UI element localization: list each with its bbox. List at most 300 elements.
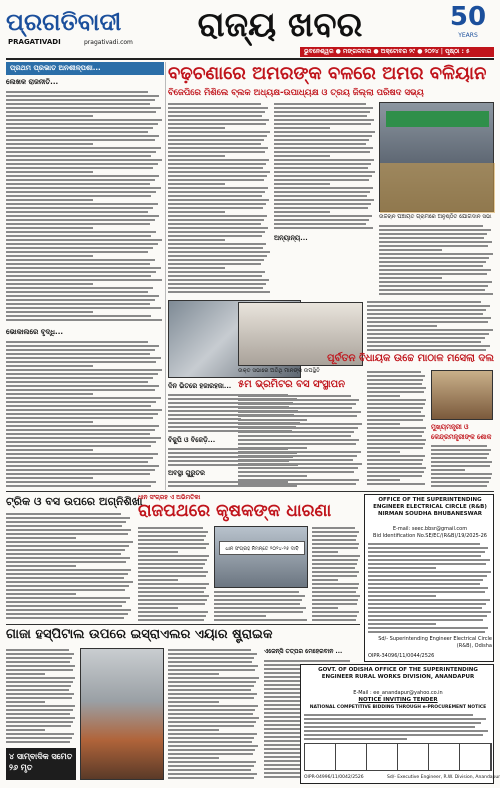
small-mid-subhead: ଏଜେନ୍ସି ତତ୍ପର ମେହେରବାନ ...: [264, 648, 343, 655]
text-line: [6, 709, 73, 711]
text-line: [6, 143, 93, 145]
text-line: [168, 255, 267, 257]
text-line: [379, 285, 488, 287]
left-subhead-1: ଲେଖକ ରାଜନୀତି...: [6, 78, 59, 86]
text-line: [6, 315, 151, 317]
text-line: [138, 611, 208, 613]
text-line: [6, 577, 124, 579]
text-line: [312, 611, 359, 613]
farmer-body-left: [138, 526, 210, 622]
text-line: [168, 697, 254, 699]
text-line: [168, 119, 269, 121]
text-line: [6, 617, 124, 619]
text-line: [238, 431, 354, 433]
text-line: [274, 123, 371, 125]
text-line: [367, 387, 426, 389]
mid-subhead-3: ବିଜୁପି ଓ ବିଜେଡ଼ି...: [168, 436, 216, 444]
text-line: [138, 547, 206, 549]
text-line: [6, 601, 126, 603]
text-line: [6, 537, 76, 539]
text-line: [379, 253, 493, 255]
text-line: [379, 241, 492, 243]
text-line: [168, 657, 254, 659]
text-line: [238, 423, 362, 425]
text-line: [238, 419, 307, 421]
text-line: [6, 425, 159, 427]
edition-line: ଭୁବନେଶ୍ୱର ● ମଙ୍ଗଳବାର ● ଅକ୍ଟୋବର ୨୯ ● ୨୦୨୪ | ପୃଷ୍ଠା : ୫: [304, 48, 470, 55]
text-line: [214, 599, 302, 601]
text-line: [168, 131, 270, 133]
text-line: [6, 131, 148, 133]
text-line: [238, 403, 356, 405]
text-line: [168, 243, 266, 245]
text-line: [168, 287, 263, 289]
text-line: [6, 255, 93, 257]
text-line: [367, 463, 422, 465]
text-line: [6, 361, 156, 363]
text-line: [6, 381, 148, 383]
text-line: [431, 457, 487, 459]
text-line: [6, 199, 93, 201]
text-line: [238, 427, 358, 429]
text-line: [312, 619, 356, 621]
text-line: [6, 697, 72, 699]
text-line: [214, 611, 303, 613]
lead-photo-caption: ଉଚ୍ଚଚାନ ପଞ୍ଚାୟତ ଗ୍ରାମରେ ଅନୁଷ୍ଠିତ ଯୋଗଦାନ ସଭା: [379, 214, 492, 220]
text-line: [368, 555, 481, 557]
text-line: [6, 203, 158, 205]
text-line: [312, 559, 358, 561]
text-line: [367, 475, 422, 477]
text-line: [168, 191, 265, 193]
text-line: [168, 211, 225, 213]
text-line: [6, 397, 161, 399]
text-line: [312, 595, 360, 597]
text-line: [274, 203, 371, 205]
left-body-1: [6, 90, 164, 325]
text-line: [274, 151, 370, 153]
text-line: [379, 293, 493, 295]
text-line: [379, 265, 483, 267]
text-line: [274, 119, 374, 121]
text-line: [367, 411, 421, 413]
text-line: [379, 245, 488, 247]
text-line: [6, 389, 155, 391]
text-line: [368, 587, 488, 589]
text-line: [368, 591, 485, 593]
gaza-headline: ଗାଜା ହସ୍ପିଟାଲ ଉପରେ ଇସ୍ରାଏଲର ଏୟାର ଷ୍ଟ୍ରାଇକ: [6, 627, 273, 642]
text-line: [6, 267, 161, 269]
text-line: [379, 277, 442, 279]
text-line: [6, 167, 153, 169]
text-line: [6, 433, 150, 435]
text-line: [367, 325, 437, 327]
text-line: [367, 439, 426, 441]
text-line: [6, 545, 129, 547]
lead-photo: [379, 102, 494, 212]
text-line: [6, 103, 150, 105]
text-line: [6, 521, 126, 523]
text-line: [168, 203, 266, 205]
text-line: [6, 665, 75, 667]
text-line: [238, 479, 359, 481]
text-line: [168, 259, 264, 261]
text-line: [6, 159, 162, 161]
text-line: [138, 531, 208, 533]
text-line: [6, 119, 162, 121]
text-line: [168, 757, 219, 759]
text-line: [168, 665, 258, 667]
edition-bar: [300, 47, 494, 57]
text-line: [138, 603, 205, 605]
text-line: [6, 187, 161, 189]
text-line: [168, 653, 257, 655]
text-line: [6, 653, 74, 655]
text-line: [6, 717, 75, 719]
text-line: [168, 661, 252, 663]
farmer-story: [138, 494, 360, 624]
text-line: [367, 455, 425, 457]
text-line: [274, 207, 368, 209]
tender-notice-rural-works: [300, 664, 500, 784]
text-line: [6, 259, 155, 261]
text-line: [431, 477, 491, 479]
anniversary-number: 50: [449, 2, 487, 32]
text-line: [6, 553, 121, 555]
text-line: [368, 595, 436, 597]
fire-headline: ଟ୍ରିକ ଓ ବସ ଉପରେ ଅଗ୍ନିଶିଖା: [6, 495, 143, 508]
text-line: [274, 115, 367, 117]
text-line: [238, 435, 351, 437]
text-line: [6, 517, 130, 519]
text-line: [138, 599, 207, 601]
text-line: [6, 357, 161, 359]
text-line: [368, 559, 490, 561]
text-line: [168, 219, 264, 221]
text-line: [274, 111, 370, 113]
text-line: [312, 583, 359, 585]
ad2-title: GOVT. OF ODISHA OFFICE OF THE SUPERINTENDING ENGINEER RURAL WORKS DIVISION, ANANDAPUR: [318, 667, 478, 680]
lead-photo-crowd: [380, 163, 495, 213]
text-line: [312, 535, 357, 537]
text-line: [168, 151, 265, 153]
text-line: [6, 151, 156, 153]
section-divider: [6, 491, 494, 492]
text-line: [168, 135, 267, 137]
text-line: [367, 333, 489, 335]
text-line: [431, 485, 487, 487]
text-line: [168, 765, 254, 767]
text-line: [6, 183, 150, 185]
ex-mla-body: [367, 370, 427, 488]
text-line: [368, 543, 480, 545]
text-line: [6, 111, 156, 113]
text-line: [274, 155, 330, 157]
text-line: [6, 279, 162, 281]
text-line: [138, 615, 206, 617]
text-line: [138, 535, 206, 537]
tender-notice-electrical: [364, 494, 494, 662]
text-line: [6, 693, 74, 695]
masthead: [0, 0, 500, 60]
left-body-2: [6, 340, 164, 488]
text-line: [168, 283, 266, 285]
text-line: [6, 473, 150, 475]
text-line: [168, 111, 265, 113]
farmer-body-mid: [214, 590, 308, 622]
text-line: [168, 733, 257, 735]
text-line: [138, 607, 178, 609]
text-line: [6, 373, 158, 375]
text-line: [138, 587, 206, 589]
fire-story: [6, 494, 143, 624]
text-line: [367, 459, 423, 461]
center-photo-story: [238, 302, 363, 487]
text-line: [6, 605, 122, 607]
text-line: [264, 660, 350, 662]
text-line: [274, 191, 370, 193]
text-line: [431, 453, 489, 455]
text-line: [168, 761, 256, 763]
text-line: [312, 615, 357, 617]
text-line: [304, 722, 481, 724]
text-line: [168, 263, 261, 265]
text-line: [312, 527, 355, 529]
text-line: [6, 457, 153, 459]
text-line: [368, 619, 483, 621]
gaza-subhead: ୪ ସାମ୍ବାଦିକ ସମେତ ୨୬ ମୃତ: [9, 752, 73, 772]
center-body: [238, 394, 363, 486]
text-line: [367, 431, 424, 433]
text-line: [6, 239, 162, 241]
text-line: [168, 279, 269, 281]
text-line: [6, 139, 155, 141]
section-divider: [6, 624, 360, 625]
text-line: [379, 249, 442, 251]
text-line: [6, 353, 150, 355]
text-line: [367, 471, 424, 473]
text-line: [367, 483, 425, 485]
text-line: [367, 329, 493, 331]
anniversary-logo: [440, 2, 496, 44]
text-line: [6, 307, 161, 309]
text-line: [168, 689, 251, 691]
text-line: [431, 465, 490, 467]
text-line: [6, 529, 131, 531]
text-line: [6, 453, 158, 455]
logo-text: ପ୍ରଗତିବାଦୀ: [6, 8, 122, 36]
text-line: [312, 543, 359, 545]
text-line: [168, 199, 269, 201]
text-line: [274, 183, 330, 185]
text-line: [6, 127, 153, 129]
text-line: [6, 275, 151, 277]
text-line: [367, 391, 424, 393]
text-line: [6, 291, 148, 293]
text-line: [168, 693, 257, 695]
farmer-photo: [214, 526, 308, 588]
text-line: [168, 207, 263, 209]
ex-mla-story: [327, 353, 494, 490]
text-line: [168, 769, 251, 771]
gaza-subhead-box: [6, 748, 76, 780]
text-line: [304, 726, 475, 728]
text-line: [214, 591, 299, 593]
text-line: [6, 729, 45, 731]
masthead-rule: [6, 58, 494, 60]
text-line: [6, 557, 130, 559]
text-line: [6, 99, 155, 101]
text-line: [214, 615, 266, 617]
text-line: [168, 725, 254, 727]
text-line: [274, 195, 367, 197]
text-line: [274, 215, 372, 217]
text-line: [168, 139, 264, 141]
text-line: [6, 175, 159, 177]
text-line: [312, 579, 338, 581]
text-line: [6, 219, 155, 221]
text-line: [6, 673, 45, 675]
text-line: [367, 345, 490, 347]
text-line: [431, 445, 487, 447]
text-line: [238, 399, 359, 401]
ex-mla-body-2: [431, 444, 493, 488]
text-line: [168, 729, 219, 731]
text-line: [367, 371, 421, 373]
text-line: [6, 287, 153, 289]
text-line: [367, 447, 423, 449]
text-line: [274, 179, 369, 181]
text-line: [168, 673, 219, 675]
text-line: [6, 155, 151, 157]
text-line: [367, 451, 400, 453]
text-line: [367, 313, 483, 315]
ad2-footer-left: OIPR-04996/11/0042/2526: [304, 775, 364, 780]
text-line: [168, 721, 256, 723]
text-line: [6, 147, 161, 149]
text-line: [312, 591, 356, 593]
text-line: [274, 107, 373, 109]
text-line: [6, 513, 121, 515]
text-line: [138, 571, 208, 573]
text-line: [6, 377, 153, 379]
column-rule: [165, 62, 166, 490]
lead-photo-banner: [386, 111, 489, 127]
text-line: [274, 167, 368, 169]
text-line: [168, 275, 262, 277]
ad1-email: E-mail: seec.bbsr@gmail.com: [392, 526, 468, 532]
ad2-table: [304, 743, 492, 771]
text-line: [6, 689, 69, 691]
text-line: [238, 467, 358, 469]
text-line: [6, 401, 156, 403]
text-line: [367, 467, 426, 469]
text-line: [138, 555, 209, 557]
text-line: [6, 235, 151, 237]
text-line: [6, 565, 76, 567]
text-line: [6, 569, 131, 571]
text-line: [168, 753, 253, 755]
text-line: [367, 341, 481, 343]
text-line: [368, 615, 487, 617]
text-line: [138, 567, 203, 569]
text-line: [6, 465, 159, 467]
center-photo-caption: ଉକ୍ତ ସଭାରେ ଅତିଥି ମାନଙ୍କ ଉପସ୍ଥିତି: [238, 368, 320, 374]
text-line: [274, 171, 375, 173]
text-line: [6, 485, 151, 487]
text-line: [368, 567, 436, 569]
text-line: [6, 661, 70, 663]
text-line: [6, 349, 155, 351]
text-line: [274, 139, 369, 141]
text-line: [6, 271, 156, 273]
text-line: [274, 127, 330, 129]
text-line: [168, 418, 241, 420]
text-line: [368, 551, 485, 553]
text-line: [312, 571, 359, 573]
text-line: [238, 395, 351, 397]
mid-subhead-1: ଅନ୍ୟାନ୍ୟ...: [274, 234, 308, 242]
text-line: [6, 705, 75, 707]
ad2-notice-title: NOTICE INVITING TENDER: [358, 697, 438, 703]
text-line: [6, 597, 130, 599]
text-line: [168, 701, 219, 703]
section-title: ରାଜ୍ୟ ଖବର: [197, 5, 363, 45]
text-line: [6, 421, 93, 423]
text-line: [6, 589, 125, 591]
left-column-story: [6, 62, 164, 490]
text-line: [312, 539, 356, 541]
text-line: [168, 741, 252, 743]
text-line: [168, 223, 261, 225]
ad1-title: OFFICE OF THE SUPERINTENDING ENGINEER ELECTRICAL CIRCLE (R&B) NIRMAN SOUDHA BHUBANESWAR: [373, 497, 487, 517]
text-line: [6, 681, 73, 683]
text-line: [367, 399, 426, 401]
text-line: [367, 427, 426, 429]
ex-mla-headline: ପୂର୍ବତନ ବିଧାୟକ ଉଚ୍ଚେ ମାଠାଳ ମସେଲା ଦଲ: [327, 353, 494, 364]
text-line: [168, 247, 263, 249]
text-line: [431, 481, 489, 483]
website-label: pragativadi.com: [84, 39, 133, 46]
lead-headline: ବଢ଼ଚଣାରେ ଅମରଙ୍କ ବଳରେ ଅମର ବଳିୟାନ: [168, 63, 487, 84]
text-line: [168, 215, 267, 217]
text-line: [168, 713, 253, 715]
mid-subhead-2: ଦିନ ଭିତରେ ହଜାରହଜା...: [168, 382, 232, 390]
text-line: [274, 131, 375, 133]
text-line: [168, 187, 268, 189]
text-line: [6, 227, 93, 229]
text-line: [6, 581, 133, 583]
text-line: [138, 583, 209, 585]
lead-story: [168, 62, 494, 298]
text-line: [312, 563, 357, 565]
text-line: [6, 741, 70, 743]
text-line: [6, 95, 159, 97]
text-line: [6, 713, 70, 715]
text-line: [368, 623, 436, 625]
text-line: [138, 595, 209, 597]
text-line: [6, 441, 156, 443]
text-line: [6, 251, 148, 253]
text-line: [312, 567, 355, 569]
text-line: [6, 737, 72, 739]
text-line: [168, 709, 255, 711]
text-line: [6, 179, 155, 181]
text-line: [168, 745, 258, 747]
text-line: [6, 469, 155, 471]
protest-banner: [219, 541, 305, 555]
text-line: [6, 409, 162, 411]
